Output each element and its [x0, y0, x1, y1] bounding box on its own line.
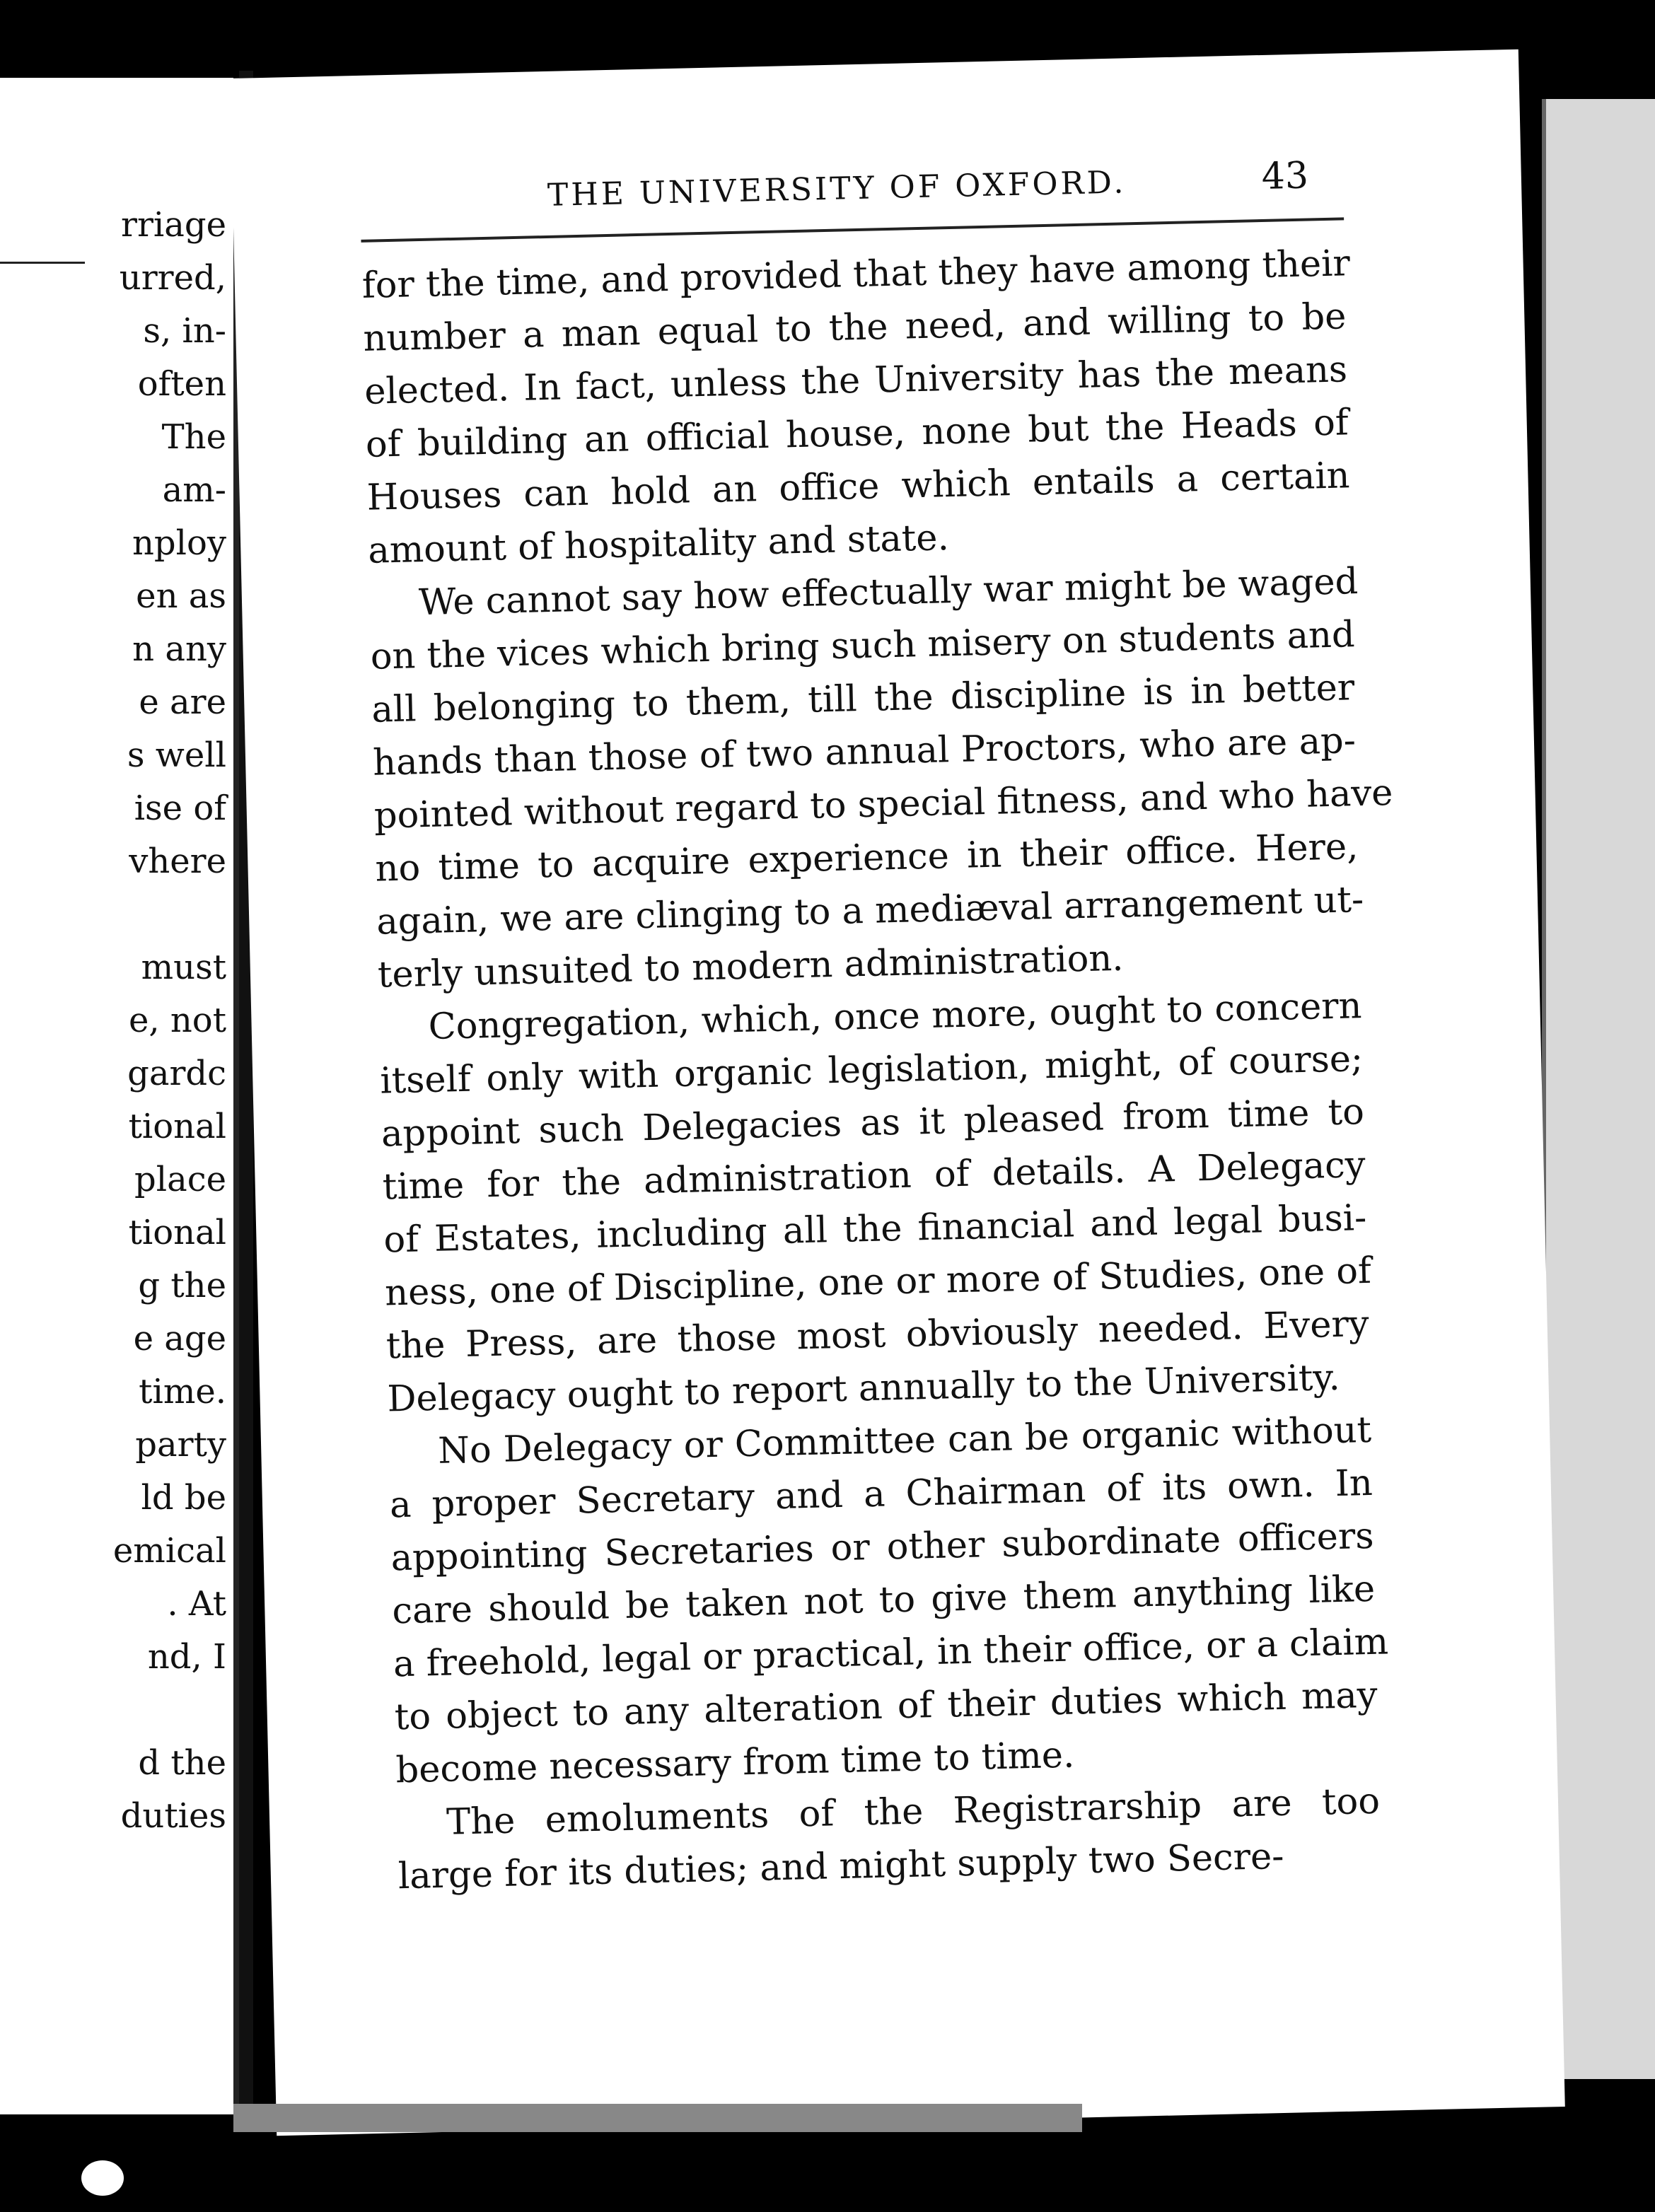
left-page: [0, 78, 239, 2114]
text-line: no time to acquire experience in their office. Here,: [374, 826, 1359, 890]
bottom-shadow-strip: [233, 2104, 1082, 2132]
left-page-fragment: s well: [127, 735, 226, 775]
text-line: We cannot say how effectually war might be waged: [418, 561, 1359, 624]
text-line: Congregation, which, once more, ought to concern: [428, 985, 1363, 1049]
text-line: amount of hospitality and state.: [367, 517, 950, 572]
left-page-fragment: gardc: [127, 1054, 226, 1093]
text-line: all belonging to them, till the discipline is in better: [371, 667, 1355, 731]
left-page-fragment: ise of: [134, 788, 226, 828]
left-page-fragment: The: [161, 417, 226, 457]
text-line: number a man equal to the need, and willing to be: [362, 296, 1347, 360]
text-line: time for the administration of details. A Delegacy: [382, 1144, 1366, 1209]
left-page-fragment: e, not: [128, 1001, 226, 1040]
left-page-fragment: party: [135, 1425, 226, 1465]
text-line: appointing Secretaries or other subordinate officers: [390, 1515, 1375, 1580]
text-line: care should be taken not to give them anything like: [391, 1568, 1376, 1633]
text-line: the Press, are those most obviously needed. Every: [385, 1303, 1370, 1368]
text-line: terly unsuited to modern administration.: [377, 937, 1125, 996]
text-line: a proper Secretary and a Chairman of its own. In: [389, 1462, 1374, 1527]
left-page-rule: [0, 262, 85, 264]
paragraph: [378, 979, 1371, 1426]
text-line: Delegacy ought to report annually to the University.: [386, 1356, 1341, 1421]
left-page-fragment: tional: [128, 1213, 226, 1252]
left-page-fragment: e are: [139, 682, 226, 722]
running-header: [233, 156, 1522, 241]
text-line: large for its duties; and might supply two Secre-: [397, 1835, 1285, 1898]
text-line: elected. In fact, unless the University has the means: [364, 349, 1348, 413]
header-rule: [361, 217, 1344, 243]
text-line: of building an official house, none but the Heads of: [365, 402, 1349, 466]
right-page: [230, 50, 1565, 2136]
left-page-fragment: vhere: [129, 842, 226, 881]
paragraph: [396, 1775, 1381, 1903]
text-line: a freehold, legal or practical, in their office, or a claim: [393, 1621, 1389, 1686]
left-page-fragment: ld be: [141, 1478, 226, 1518]
left-page-fragment: often: [137, 364, 226, 404]
left-page-fragment: nploy: [132, 523, 226, 563]
left-page-fragment: rriage: [121, 205, 226, 245]
left-page-fragment: emical: [112, 1531, 226, 1571]
left-page-fragment: s, in-: [143, 311, 226, 351]
left-page-fragment: am-: [162, 470, 226, 510]
text-line: of Estates, including all the financial and legal busi-: [383, 1197, 1367, 1262]
page-number: 43: [1261, 154, 1309, 198]
text-line: The emoluments of the Registrarship are too: [446, 1780, 1381, 1844]
text-line: appoint such Delegacies as it pleased from time to: [381, 1091, 1365, 1156]
corner-blot: [81, 2160, 124, 2196]
left-page-fragment: time.: [139, 1372, 226, 1411]
left-page-fragment: d the: [138, 1743, 226, 1783]
text-line: Houses can hold an office which entails a certain: [366, 455, 1351, 519]
text-line: itself only with organic legislation, might, of course;: [379, 1038, 1364, 1102]
text-line: to object to any alteration of their duties which may: [394, 1674, 1378, 1739]
left-page-fragment: e age: [133, 1319, 226, 1358]
left-page-fragment: en as: [136, 576, 226, 616]
text-line: become necessary from time to time.: [395, 1734, 1075, 1792]
text-line: hands than those of two annual Proctors, who are ap-: [372, 720, 1357, 784]
left-page-fragment: duties: [120, 1796, 226, 1836]
text-line: pointed without regard to special fitness, and who have: [373, 772, 1393, 837]
page-edge-stack: [1542, 99, 1655, 2079]
left-page-fragment: place: [134, 1160, 226, 1199]
paragraph: [388, 1404, 1389, 1797]
left-page-fragment: urred,: [119, 258, 226, 298]
text-line: on the vices which bring such misery on students and: [370, 614, 1356, 678]
text-line: ness, one of Discipline, one or more of Studies, one of: [384, 1250, 1372, 1315]
paragraph: [368, 555, 1393, 1001]
left-page-fragment: n any: [132, 629, 226, 669]
left-page-fragment: tional: [128, 1107, 226, 1146]
left-page-fragment: . At: [167, 1584, 226, 1624]
body-text: [361, 237, 1393, 1903]
running-title: THE UNIVERSITY OF OXFORD.: [547, 164, 1127, 214]
left-page-fragment: must: [141, 948, 226, 987]
text-line: for the time, and provided that they have among their: [361, 243, 1351, 307]
paragraph: [361, 237, 1352, 577]
left-page-fragment: nd, I: [147, 1637, 226, 1677]
text-line: No Delegacy or Committee can be organic without: [437, 1409, 1372, 1472]
text-line: again, we are clinging to a mediæval arrangement ut-: [376, 878, 1364, 943]
left-page-fragment: g the: [138, 1266, 226, 1305]
